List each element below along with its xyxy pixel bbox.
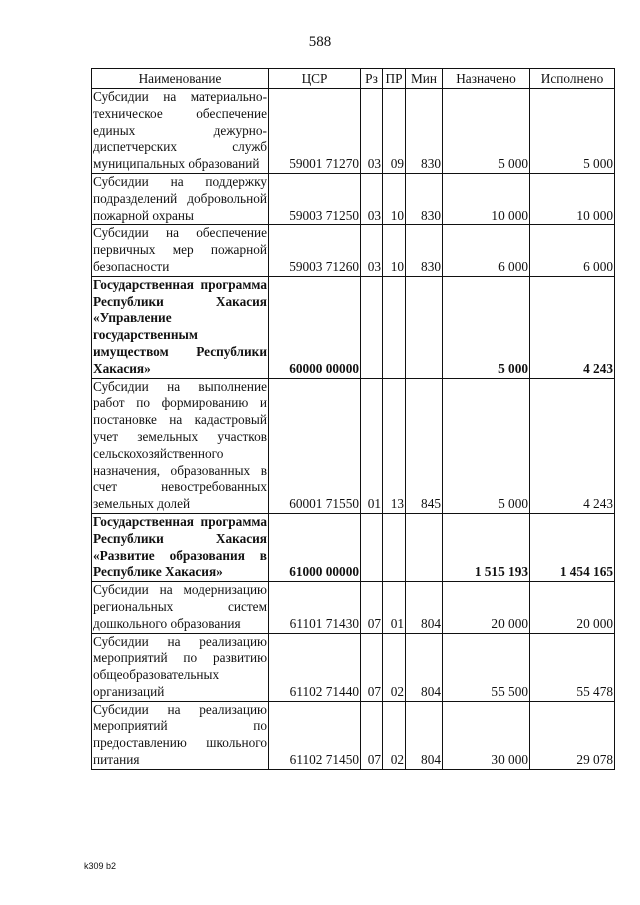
cell-assigned: 1 515 193: [443, 513, 530, 581]
cell-csr: 59003 71250: [269, 173, 361, 224]
footer-code: k309 b2: [84, 861, 117, 871]
cell-csr: 61102 71440: [269, 633, 361, 701]
cell-rz: [361, 276, 383, 378]
cell-min: 830: [406, 173, 443, 224]
cell-name: Субсидии на реализацию мероприятий по развитию общеобразовательных организаций: [92, 633, 269, 701]
cell-pr: 10: [383, 173, 406, 224]
cell-executed: 1 454 165: [530, 513, 615, 581]
cell-pr: 02: [383, 633, 406, 701]
cell-assigned: 55 500: [443, 633, 530, 701]
cell-csr: 59001 71270: [269, 89, 361, 174]
cell-min: 830: [406, 225, 443, 276]
header-assigned: Назначено: [443, 69, 530, 89]
header-executed: Исполнено: [530, 69, 615, 89]
cell-executed: 4 243: [530, 378, 615, 513]
cell-rz: [361, 513, 383, 581]
cell-assigned: 5 000: [443, 378, 530, 513]
cell-rz: 03: [361, 173, 383, 224]
cell-pr: 10: [383, 225, 406, 276]
cell-name: Субсидии на поддержку подразделений добровольной пожарной охраны: [92, 173, 269, 224]
cell-rz: 07: [361, 633, 383, 701]
cell-executed: 55 478: [530, 633, 615, 701]
cell-rz: 07: [361, 582, 383, 633]
cell-pr: 01: [383, 582, 406, 633]
table-row: [92, 513, 615, 581]
cell-executed: 10 000: [530, 173, 615, 224]
table-row: [92, 701, 615, 769]
cell-pr: [383, 513, 406, 581]
table-row: [92, 89, 615, 174]
table-row: [92, 225, 615, 276]
cell-pr: [383, 276, 406, 378]
header-rz: Рз: [361, 69, 383, 89]
cell-pr: 13: [383, 378, 406, 513]
cell-assigned: 20 000: [443, 582, 530, 633]
table-row: [92, 633, 615, 701]
cell-rz: 01: [361, 378, 383, 513]
cell-rz: 07: [361, 701, 383, 769]
cell-min: 804: [406, 701, 443, 769]
cell-name: Государственная программа Республики Хакасия «Управление государственным имуществом Республики Хакасия»: [92, 276, 269, 378]
cell-name: Субсидии на реализацию мероприятий по предоставлению школьного питания: [92, 701, 269, 769]
table-row: [92, 378, 615, 513]
cell-assigned: 5 000: [443, 276, 530, 378]
cell-csr: 59003 71260: [269, 225, 361, 276]
cell-min: 804: [406, 633, 443, 701]
cell-csr: 61000 00000: [269, 513, 361, 581]
cell-pr: 02: [383, 701, 406, 769]
cell-assigned: 6 000: [443, 225, 530, 276]
cell-name: Государственная программа Республики Хакасия «Развитие образования в Республике Хакасия»: [92, 513, 269, 581]
cell-csr: 60000 00000: [269, 276, 361, 378]
table-body: [92, 89, 615, 770]
table-row: [92, 276, 615, 378]
cell-executed: 6 000: [530, 225, 615, 276]
cell-assigned: 10 000: [443, 173, 530, 224]
table-row: [92, 582, 615, 633]
cell-name: Субсидии на модернизацию региональных систем дошкольного образования: [92, 582, 269, 633]
cell-pr: 09: [383, 89, 406, 174]
cell-assigned: 30 000: [443, 701, 530, 769]
cell-executed: 29 078: [530, 701, 615, 769]
cell-min: 804: [406, 582, 443, 633]
budget-table: [91, 68, 615, 770]
cell-rz: 03: [361, 225, 383, 276]
cell-executed: 20 000: [530, 582, 615, 633]
cell-min: [406, 276, 443, 378]
cell-csr: 60001 71550: [269, 378, 361, 513]
header-pr: ПР: [383, 69, 406, 89]
cell-name: Субсидии на материально-техническое обеспечение единых дежурно-диспетчерских служб муниципальных образований: [92, 89, 269, 174]
header-csr: ЦСР: [269, 69, 361, 89]
cell-name: Субсидии на выполнение работ по формированию и постановке на кадастровый учет земельных участков сельскохозяйственного назначения, образованных в счет невостребованных земельных долей: [92, 378, 269, 513]
cell-executed: 5 000: [530, 89, 615, 174]
cell-executed: 4 243: [530, 276, 615, 378]
cell-name: Субсидии на обеспечение первичных мер пожарной безопасности: [92, 225, 269, 276]
cell-min: 845: [406, 378, 443, 513]
table-row: [92, 173, 615, 224]
cell-min: [406, 513, 443, 581]
cell-rz: 03: [361, 89, 383, 174]
cell-csr: 61102 71450: [269, 701, 361, 769]
cell-csr: 61101 71430: [269, 582, 361, 633]
table-header-row: [92, 69, 615, 89]
page-number: 588: [308, 34, 332, 50]
cell-assigned: 5 000: [443, 89, 530, 174]
header-min: Мин: [406, 69, 443, 89]
cell-min: 830: [406, 89, 443, 174]
header-name: Наименование: [92, 69, 269, 89]
